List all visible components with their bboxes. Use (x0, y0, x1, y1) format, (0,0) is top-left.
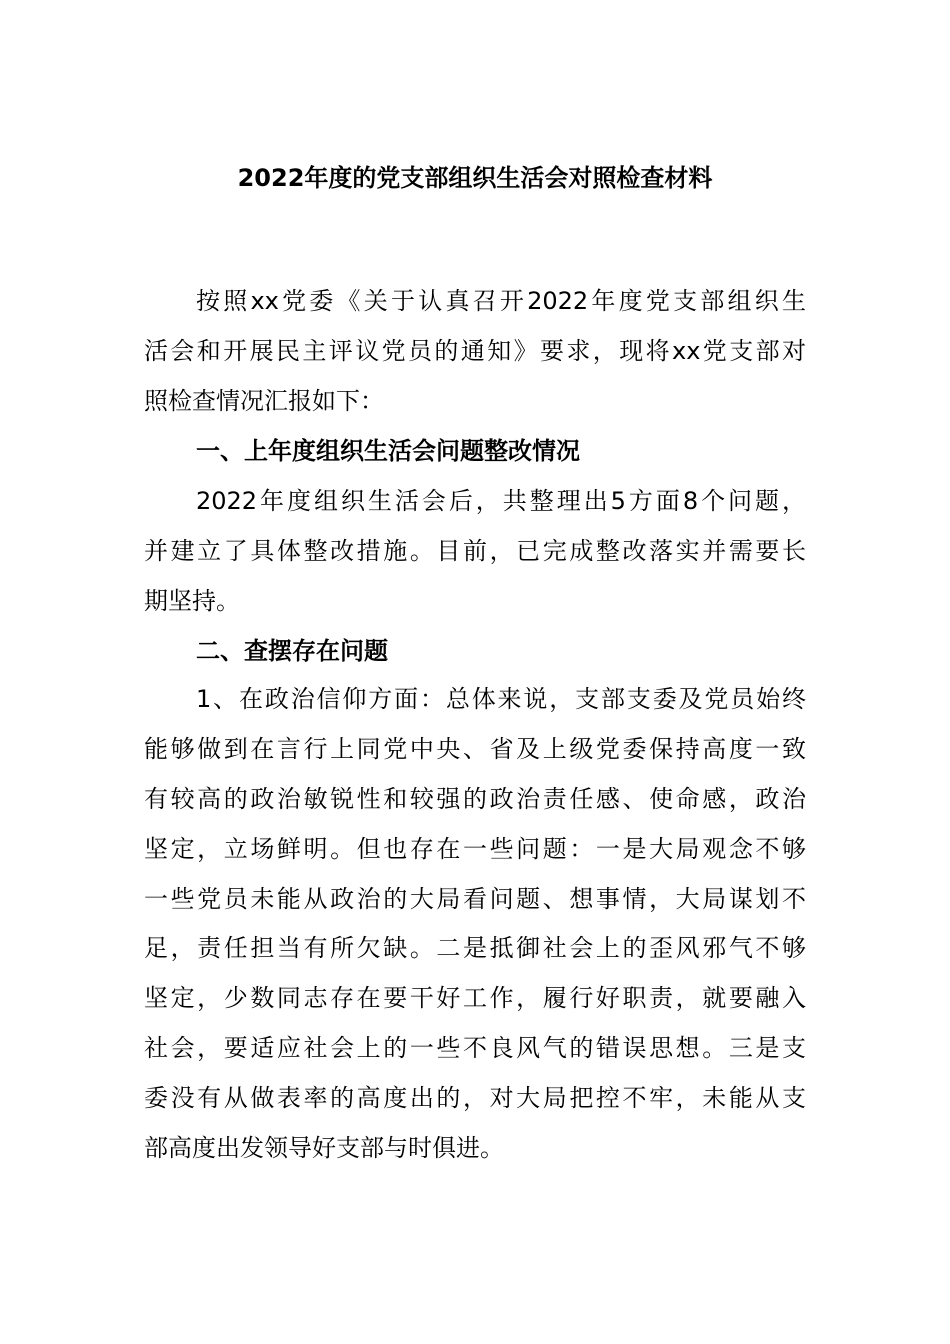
section2-line: 足，责任担当有所欠缺。二是抵御社会上的歪风邪气不够 (144, 934, 806, 962)
section2-line: 1、在政治信仰方面：总体来说，支部支委及党员始终 (196, 685, 806, 713)
section-heading-2: 二、查摆存在问题 (196, 637, 388, 665)
section-heading-1: 一、上年度组织生活会问题整改情况 (196, 437, 580, 465)
section2-line: 一些党员未能从政治的大局看问题、想事情，大局谋划不 (144, 885, 806, 913)
section2-line: 社会，要适应社会上的一些不良风气的错误思想。三是支 (144, 1034, 806, 1062)
section1-line: 期坚持。 (144, 587, 240, 615)
section1-line: 并建立了具体整改措施。目前，已完成整改落实并需要长 (144, 537, 806, 565)
section2-line: 有较高的政治敏锐性和较强的政治责任感、使命感，政治 (144, 785, 806, 813)
section2-line: 坚定，立场鲜明。但也存在一些问题：一是大局观念不够 (144, 835, 806, 863)
section2-line: 坚定，少数同志存在要干好工作，履行好职责，就要融入 (144, 984, 806, 1012)
intro-line: 按照xx党委《关于认真召开2022年度党支部组织生 (196, 287, 806, 315)
document-title: 2022年度的党支部组织生活会对照检查材料 (237, 164, 713, 192)
section2-line: 部高度出发领导好支部与时俱进。 (144, 1134, 504, 1162)
intro-line: 活会和开展民主评议党员的通知》要求，现将xx党支部对 (144, 337, 806, 365)
section2-line: 委没有从做表率的高度出的，对大局把控不牢，未能从支 (144, 1084, 806, 1112)
section2-line: 能够做到在言行上同党中央、省及上级党委保持高度一致 (144, 735, 806, 763)
section1-line: 2022年度组织生活会后，共整理出5方面8个问题， (196, 487, 806, 515)
intro-line: 照检查情况汇报如下： (144, 387, 384, 415)
